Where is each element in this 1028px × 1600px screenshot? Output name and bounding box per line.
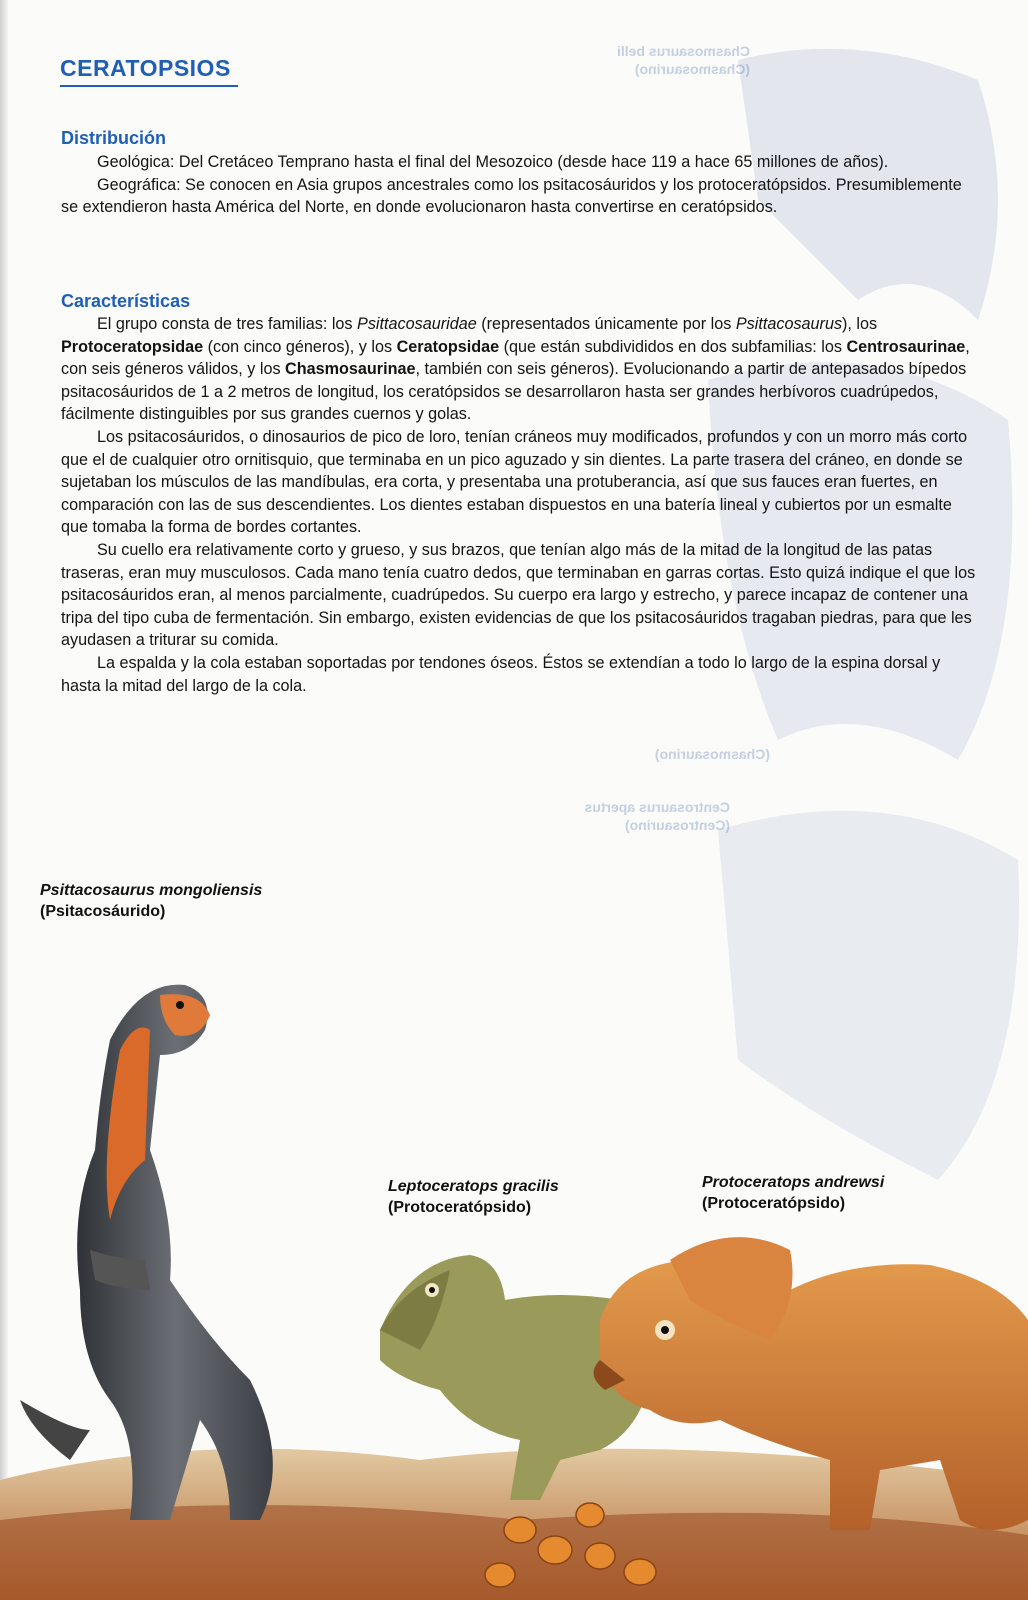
dinosaur-illustration (0, 960, 1028, 1600)
page-title: CERATOPSIOS (60, 55, 231, 81)
ghost-label-3: Centrosaurus apertus (Centrosaurino) (584, 799, 730, 834)
caption-leptoceratops: Leptoceratops gracilis (Protoceratópsido) (388, 1178, 559, 1216)
caracteristicas-text (61, 313, 981, 697)
caption-psittacosaurus: Psittacosaurus mongoliensis (Psitacosáurido) (40, 882, 263, 920)
skull-paragraph: Los psitacosáuridos, o dinosaurios de pico de loro, tenían cráneos muy modificados, profundos y con un morro más corto que el de cualquier otro ornitisquio, que terminaba en un pico aguzado y sin dientes. La parte trasera del cráneo, en donde se sujetaban los músculos de las mandíbulas, era corta, y presentaba una protuberancia, así que sus fauces eran fuertes, en comparación con las de sus descendientes. Los dientes estaban dispuestos en una batería lineal y cubiertos por un esmalte que tomaba la forma de bordes cortantes. (61, 427, 968, 537)
ghost-label-1: Chasmosaurus belli (Chasmosaurino) (616, 43, 750, 78)
geologica-paragraph: Geológica: Del Cretáceo Temprano hasta el final del Mesozoico (desde hace 119 a hace 65 millones de años). (97, 153, 889, 171)
section-heading-distribucion: Distribución (61, 128, 167, 148)
ghost-label-2: (Chasmosaurino) (654, 746, 770, 762)
families-paragraph: El grupo consta de tres familias: los Psittacosauridae (representados únicamente por los Psittacosaurus), los Protoceratopsidae (con cinco géneros), y los Ceratopsidae (que están subdivididos en dos subfamilias: los Centrosaurinae, con seis géneros válidos, y los Chasmosaurinae, también con seis géneros). Evolucionando a partir de antepasados bípedos psitacosáuridos de 1 a 2 metros de longitud, los ceratópsidos se desarrollaron hasta ser grandes herbívoros cuadrúpedos, fácilmente distinguibles por sus grandes cuernos y golas. (61, 315, 970, 424)
caption-protoceratops: Protoceratops andrewsi (Protoceratópsido) (702, 1174, 885, 1212)
distribucion-text (61, 151, 981, 219)
geografica-paragraph: Geográfica: Se conocen en Asia grupos ancestrales como los psitacosáuridos y los protoceratópsidos. Presumiblemente se extendieron hasta América del Norte, en donde evolucionaron hasta convertirse en ceratópsidos. (61, 175, 962, 217)
title-underline (60, 85, 238, 87)
section-heading-caracteristicas: Características (61, 291, 191, 311)
psittacosaurus-figure (20, 985, 273, 1520)
body-paragraph: Su cuello era relativamente corto y grueso, y sus brazos, que tenían algo más de la mitad de la longitud de las patas traseras, eran muy musculosos. Cada mano tenía cuatro dedos, que terminaban en garras cortas. Esto quizá indique el que los psitacosáuridos eran, al menos parcialmente, cuadrúpedos. Su cuerpo era largo y estrecho, y parece incapaz de contener una tripa del tipo cuba de fermentación. Sin embargo, existen evidencias de que los psitacosáuridos tragaban piedras, para que les ayudasen a triturar su comida. (61, 540, 976, 650)
tendons-paragraph: La espalda y la cola estaban soportadas por tendones óseos. Éstos se extendían a todo lo largo de la espina dorsal y hasta la mitad del largo de la cola. (61, 653, 941, 695)
